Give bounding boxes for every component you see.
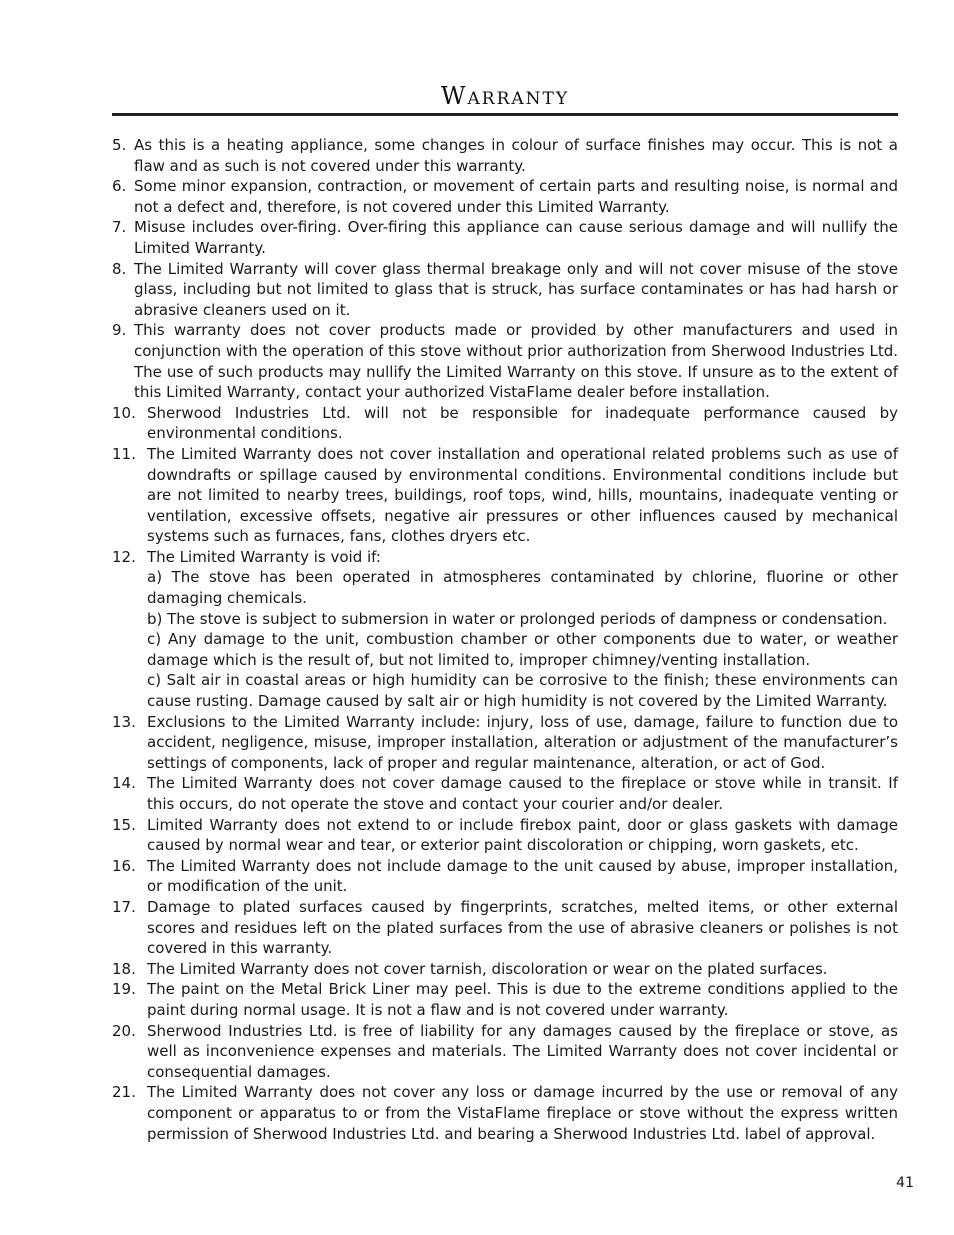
list-item (112, 856, 898, 897)
item-number: 12. (112, 547, 136, 566)
list-item (112, 897, 898, 959)
list-item (112, 259, 898, 321)
list-item (112, 815, 898, 856)
page-number: 41 (896, 1175, 914, 1191)
sub-item: c) Salt air in coastal areas or high humidity can be corrosive to the finish; these environments can cause rusting. Damage caused by salt air or high humidity is not covered by the Limited Warranty. (147, 671, 898, 711)
item-number: 17. (112, 897, 136, 916)
item-text: The Limited Warranty does not cover damage caused to the fireplace or stove while in transit. If this occurs, do not operate the stove and contact your courier and/or dealer. (147, 774, 898, 813)
list-item (112, 773, 898, 814)
item-text: The Limited Warranty will cover glass thermal breakage only and will not cover misuse of the stove glass, including but not limited to glass that is struck, has surface contaminates or has had harsh or abrasive cleaners used on it. (134, 259, 898, 319)
warranty-list (112, 135, 898, 1144)
list-item (112, 547, 898, 568)
item-text: Damage to plated surfaces caused by fingerprints, scratches, melted items, or other external scores and residues left on the plated surfaces from the use of abrasive cleaners or polishes is not covered in this warranty. (147, 897, 898, 958)
list-item (112, 217, 898, 258)
list-item (112, 135, 898, 176)
item-number: 10. (112, 403, 136, 422)
list-item (112, 176, 898, 217)
item-text: Misuse includes over-firing. Over-firing this appliance can cause serious damage and will nullify the Limited Warranty. (134, 218, 898, 257)
item-number: 19. (112, 980, 136, 999)
item-number: 11. (112, 444, 136, 463)
item-text: The Limited Warranty does not cover installation and operational related problems such as use of downdrafts or spillage caused by environmental conditions. Environmental conditions include but are not limited to nearby trees, buildings, roof tops, wind, hills, mountains, inadequate venting or ventilation, excessive offsets, negative air pressures or other influences caused by mechanical systems such as furnaces, fans, clothes dryers etc. (147, 444, 898, 546)
sub-item: a) The stove has been operated in atmospheres contaminated by chlorine, fluorine or other damaging chemicals. (147, 568, 898, 608)
item-number: 7. (112, 218, 127, 237)
item-number: 18. (112, 959, 136, 978)
item-text: This warranty does not cover products made or provided by other manufacturers and used in conjunction with the operation of this stove without prior authorization from Sherwood Industries Ltd. The use of such products may nullify the Limited Warranty on this stove. If unsure as to the extent of this Limited Warranty, contact your authorized VistaFlame dealer before installation. (134, 321, 898, 402)
page-title: Warranty (440, 82, 570, 110)
list-item (112, 403, 898, 444)
item-text: Limited Warranty does not extend to or include firebox paint, door or glass gaskets with damage caused by normal wear and tear, or exterior paint discoloration or chipping, worn gaskets, etc. (147, 815, 898, 855)
item-text: Sherwood Industries Ltd. will not be responsible for inadequate performance caused by environmental conditions. (147, 403, 898, 443)
item-number: 16. (112, 856, 136, 875)
item-number: 14. (112, 774, 136, 793)
item-text: Some minor expansion, contraction, or movement of certain parts and resulting noise, is normal and not a defect and, therefore, is not covered under this Limited Warranty. (134, 177, 898, 216)
item-number: 13. (112, 712, 136, 731)
item-text: The paint on the Metal Brick Liner may peel. This is due to the extreme conditions applied to the paint during normal usage. It is not a flaw and is not covered under warranty. (147, 980, 898, 1019)
list-item (112, 1082, 898, 1144)
item-text: The Limited Warranty does not cover any loss or damage incurred by the use or removal of any component or apparatus to or from the VistaFlame fireplace or stove without the express written permission of Sherwood Industries Ltd. and bearing a Sherwood Industries Ltd. label of approval. (147, 1083, 898, 1143)
list-item (112, 320, 898, 402)
item-text: Exclusions to the Limited Warranty include: injury, loss of use, damage, failure to function due to accident, negligence, misuse, improper installation, alteration or adjustment of the manufacturer’s settings of components, lack of proper and regular maintenance, alteration, or act of God. (147, 712, 898, 772)
list-item (112, 712, 898, 774)
sub-item: c) Any damage to the unit, combustion chamber or other components due to water, or weather damage which is the result of, but not limited to, improper chimney/venting installation. (147, 630, 898, 669)
item-number: 15. (112, 815, 136, 834)
list-item (112, 1021, 898, 1083)
list-item (112, 979, 898, 1020)
title-rule (112, 113, 898, 116)
item-text: The Limited Warranty does not cover tarnish, discoloration or wear on the plated surfaces. (147, 959, 828, 978)
list-item (112, 444, 898, 547)
item-text: Sherwood Industries Ltd. is free of liability for any damages caused by the fireplace or stove, as well as inconvenience expenses and materials. The Limited Warranty does not cover incidental or consequential damages. (147, 1021, 898, 1081)
item-number: 6. (112, 177, 127, 196)
item-number: 20. (112, 1021, 136, 1040)
sub-item: b) The stove is subject to submersion in water or prolonged periods of dampness or condensation. (147, 609, 888, 628)
item-number: 21. (112, 1083, 136, 1102)
item-text: The Limited Warranty is void if: (147, 547, 381, 566)
item-number: 9. (112, 321, 127, 340)
item-text: As this is a heating appliance, some changes in colour of surface finishes may occur. This is not a flaw and as such is not covered under this warranty. (134, 136, 898, 175)
item-text: The Limited Warranty does not include damage to the unit caused by abuse, improper installation, or modification of the unit. (147, 856, 898, 896)
item-number: 5. (112, 136, 127, 154)
item-number: 8. (112, 259, 127, 278)
list-item (112, 959, 898, 980)
